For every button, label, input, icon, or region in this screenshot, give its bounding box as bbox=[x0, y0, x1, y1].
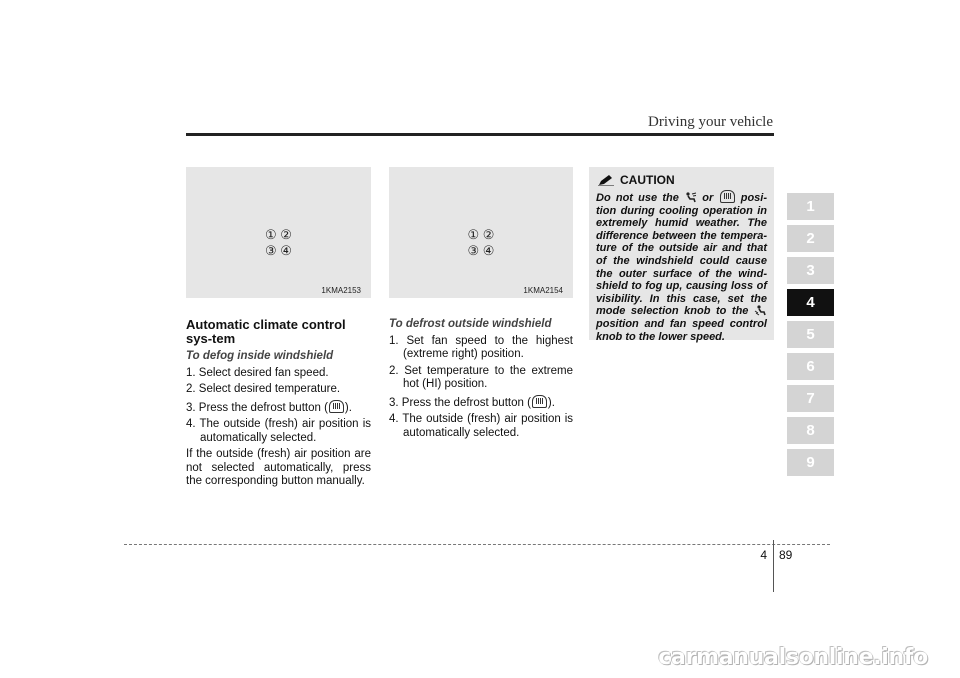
subsection-title-defrost: To defrost outside windshield bbox=[389, 318, 552, 330]
caution-text bbox=[596, 190, 767, 343]
header-rule bbox=[186, 133, 774, 136]
step-1: 1. Select desired fan speed. bbox=[186, 366, 329, 379]
callout-row: ③ ④ bbox=[467, 243, 495, 258]
caution-box bbox=[589, 167, 774, 343]
page-number-divider bbox=[773, 540, 774, 592]
step-3 bbox=[389, 395, 573, 411]
caution-header bbox=[598, 173, 767, 187]
step-3-text-end: ). bbox=[344, 401, 352, 414]
step-1: 1. Set fan speed to the highest (extreme right) position. bbox=[389, 334, 573, 360]
step-3-text-end: ). bbox=[547, 396, 555, 409]
chapter-tab-9[interactable]: 9 bbox=[787, 449, 834, 476]
caution-title: CAUTION bbox=[620, 173, 675, 187]
step-2: 2. Set temperature to the extreme hot (HI) position. bbox=[389, 364, 573, 390]
caution-text-3: posi-tion during cooling operation in extremely humid weather. The difference between the tempera-ture of the outside air and that of the windshield could cause the outer surface of the wind-shield to fog up, causing loss of visibility. In this case, set the mode selection knob to the bbox=[596, 192, 768, 318]
chapter-tab-4[interactable]: 4 bbox=[787, 289, 834, 316]
chapter-tab-5[interactable]: 5 bbox=[787, 321, 834, 348]
callout-row: ① ② bbox=[467, 227, 495, 242]
column-defrost-outside bbox=[389, 318, 573, 443]
chapter-tab-3[interactable]: 3 bbox=[787, 257, 834, 284]
defrost-icon bbox=[329, 400, 344, 413]
section-title: Automatic climate control sys-tem bbox=[186, 317, 346, 346]
caution-text-2: or bbox=[702, 192, 714, 204]
step-2: 2. Select desired temperature. bbox=[186, 383, 341, 395]
chapter-tab-7[interactable]: 7 bbox=[787, 385, 834, 412]
figure-2 bbox=[389, 167, 573, 298]
defrost-icon bbox=[720, 190, 735, 203]
figure-2-code: 1KMA2154 bbox=[523, 286, 563, 295]
chapter-tabs bbox=[787, 193, 834, 481]
watermark: carmanualsonline.info bbox=[658, 645, 928, 670]
figure-1-callouts bbox=[186, 227, 371, 259]
floor-defrost-mode-icon bbox=[684, 192, 697, 203]
step-4: 4. The outside (fresh) air position is automatically selected. bbox=[389, 413, 573, 439]
step-3 bbox=[186, 400, 371, 416]
figure-1 bbox=[186, 167, 371, 298]
caution-text-4: position and fan speed control knob to the lower speed. bbox=[596, 317, 767, 343]
footer-rule bbox=[124, 544, 830, 545]
figure-1-code: 1KMA2153 bbox=[321, 286, 361, 295]
chapter-tab-2[interactable]: 2 bbox=[787, 225, 834, 252]
caution-text-1: Do not use the bbox=[596, 192, 679, 204]
floor-mode-icon bbox=[754, 305, 767, 316]
chapter-tab-8[interactable]: 8 bbox=[787, 417, 834, 444]
running-header: Driving your vehicle bbox=[648, 114, 773, 130]
callout-row: ① ② bbox=[265, 227, 292, 242]
subsection-title-defog: To defog inside windshield bbox=[186, 350, 334, 362]
note-paragraph: If the outside (fresh) air position are not selected automatically, press the corresponding button manually. bbox=[186, 448, 371, 487]
footer-page-number: 89 bbox=[779, 548, 793, 562]
step-3-text: 3. Press the defrost button ( bbox=[186, 401, 328, 414]
footer-chapter-number: 4 bbox=[760, 548, 767, 562]
chapter-tab-6[interactable]: 6 bbox=[787, 353, 834, 380]
step-3-text: 3. Press the defrost button ( bbox=[389, 396, 531, 409]
column-automatic-climate bbox=[186, 318, 371, 489]
figure-2-callouts bbox=[389, 227, 573, 259]
pencil-icon bbox=[598, 174, 614, 186]
step-4: 4. The outside (fresh) air position is automatically selected. bbox=[186, 418, 371, 444]
defrost-icon bbox=[532, 395, 547, 408]
chapter-tab-1[interactable]: 1 bbox=[787, 193, 834, 220]
callout-row: ③ ④ bbox=[265, 243, 292, 258]
